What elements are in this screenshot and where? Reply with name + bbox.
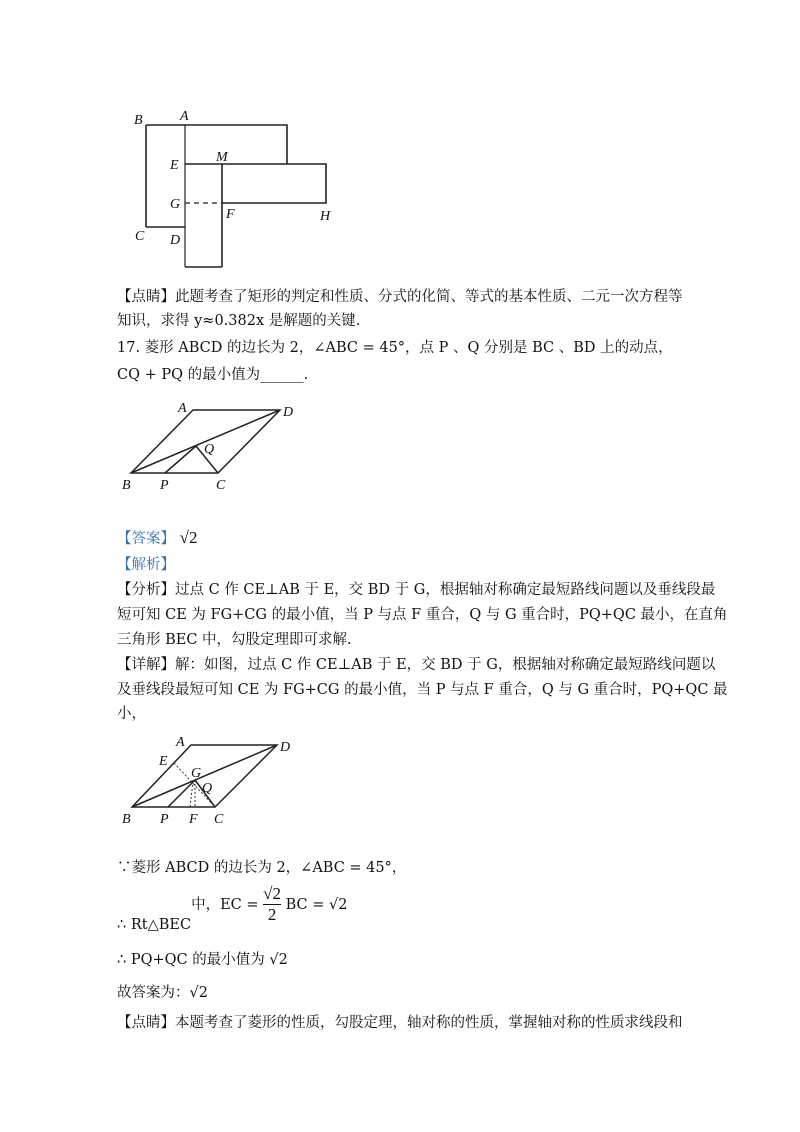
step2-post: BC = √2 [285, 896, 348, 913]
solution-step3: ∴ PQ+QC 的最小值为 √2 [117, 952, 288, 968]
label-p: P [160, 812, 169, 827]
analysis-section-tag: 【解析】 [117, 557, 175, 573]
label-c: C [216, 478, 226, 493]
label-a: A [178, 401, 187, 416]
analysis-line3: 三角形 BEC 中，勾股定理即可求解. [117, 632, 352, 648]
solution-step4: 故答案为：√2 [117, 985, 208, 1001]
answer-tag: 【答案】 [117, 531, 175, 547]
label-q: Q [204, 442, 215, 457]
label-h: H [320, 209, 331, 224]
step2-mid: 中，EC = [191, 896, 259, 913]
remark-line1 [117, 1013, 683, 1033]
label-m: M [216, 150, 228, 165]
detail-line2: 及垂线段最短可知 CE 为 FG+CG 的最小值，当 P 与点 F 重合，Q 与 G 重合时，PQ+QC 最 [117, 682, 728, 698]
label-b: B [122, 478, 131, 493]
analysis-tag: 【分析】 [117, 582, 175, 598]
detail-text: 解：如图，过点 C 作 CE⊥AB 于 E，交 BD 于 G，根据轴对称确定最短路线问题以 [175, 657, 716, 673]
fraction-numerator: √2 [263, 884, 281, 903]
analysis-line2: 短可知 CE 为 FG+CG 的最小值，当 P 与点 F 重合，Q 与 G 重合时，PQ+QC 最小，在直角 [117, 607, 728, 623]
label-g: G [170, 197, 181, 212]
fraction [263, 884, 281, 925]
step2-pre: ∴ Rt△BEC [117, 916, 192, 933]
label-c: C [135, 229, 145, 244]
remark-text: 本题考查了菱形的性质，勾股定理，轴对称的性质，掌握轴对称的性质求线段和 [175, 1015, 683, 1031]
label-d: D [280, 740, 291, 755]
label-e: E [170, 158, 179, 173]
fraction-denominator: 2 [267, 905, 277, 924]
label-a: A [176, 735, 185, 750]
question-line1: 17. 菱形 ABCD 的边长为 2，∠ABC = 45°，点 P 、Q 分别是 BC 、BD 上的动点， [117, 340, 673, 356]
remark-text: 此题考查了矩形的判定和性质、分式的化简、等式的基本性质、二元一次方程等 [175, 289, 683, 305]
label-b: B [122, 812, 131, 827]
remark-tag: 【点睛】 [117, 289, 175, 305]
label-c: C [214, 812, 224, 827]
label-q: Q [202, 781, 213, 796]
question-line2: CQ + PQ 的最小值为______. [117, 367, 309, 383]
solution-step2 [117, 884, 348, 934]
label-a: A [180, 109, 189, 124]
detail-line3: 小， [117, 706, 146, 722]
detail-tag: 【详解】 [117, 657, 175, 673]
label-f: F [226, 207, 235, 222]
remark-prev-line2: 知识，求得 y≈0.382x 是解题的关键. [117, 313, 361, 329]
label-f: F [189, 812, 198, 827]
answer-value: √2 [179, 528, 198, 547]
label-b: B [134, 113, 143, 128]
solution-step1: ∵菱形 ABCD 的边长为 2，∠ABC = 45°， [117, 860, 407, 876]
label-e: E [159, 754, 168, 769]
analysis-text: 过点 C 作 CE⊥AB 于 E，交 BD 于 G，根据轴对称确定最短路线问题以及垂线段最 [175, 582, 716, 598]
label-d: D [170, 233, 181, 248]
label-g: G [191, 766, 202, 781]
label-p: P [160, 478, 169, 493]
remark-tag: 【点睛】 [117, 1015, 175, 1031]
label-d: D [283, 405, 294, 420]
